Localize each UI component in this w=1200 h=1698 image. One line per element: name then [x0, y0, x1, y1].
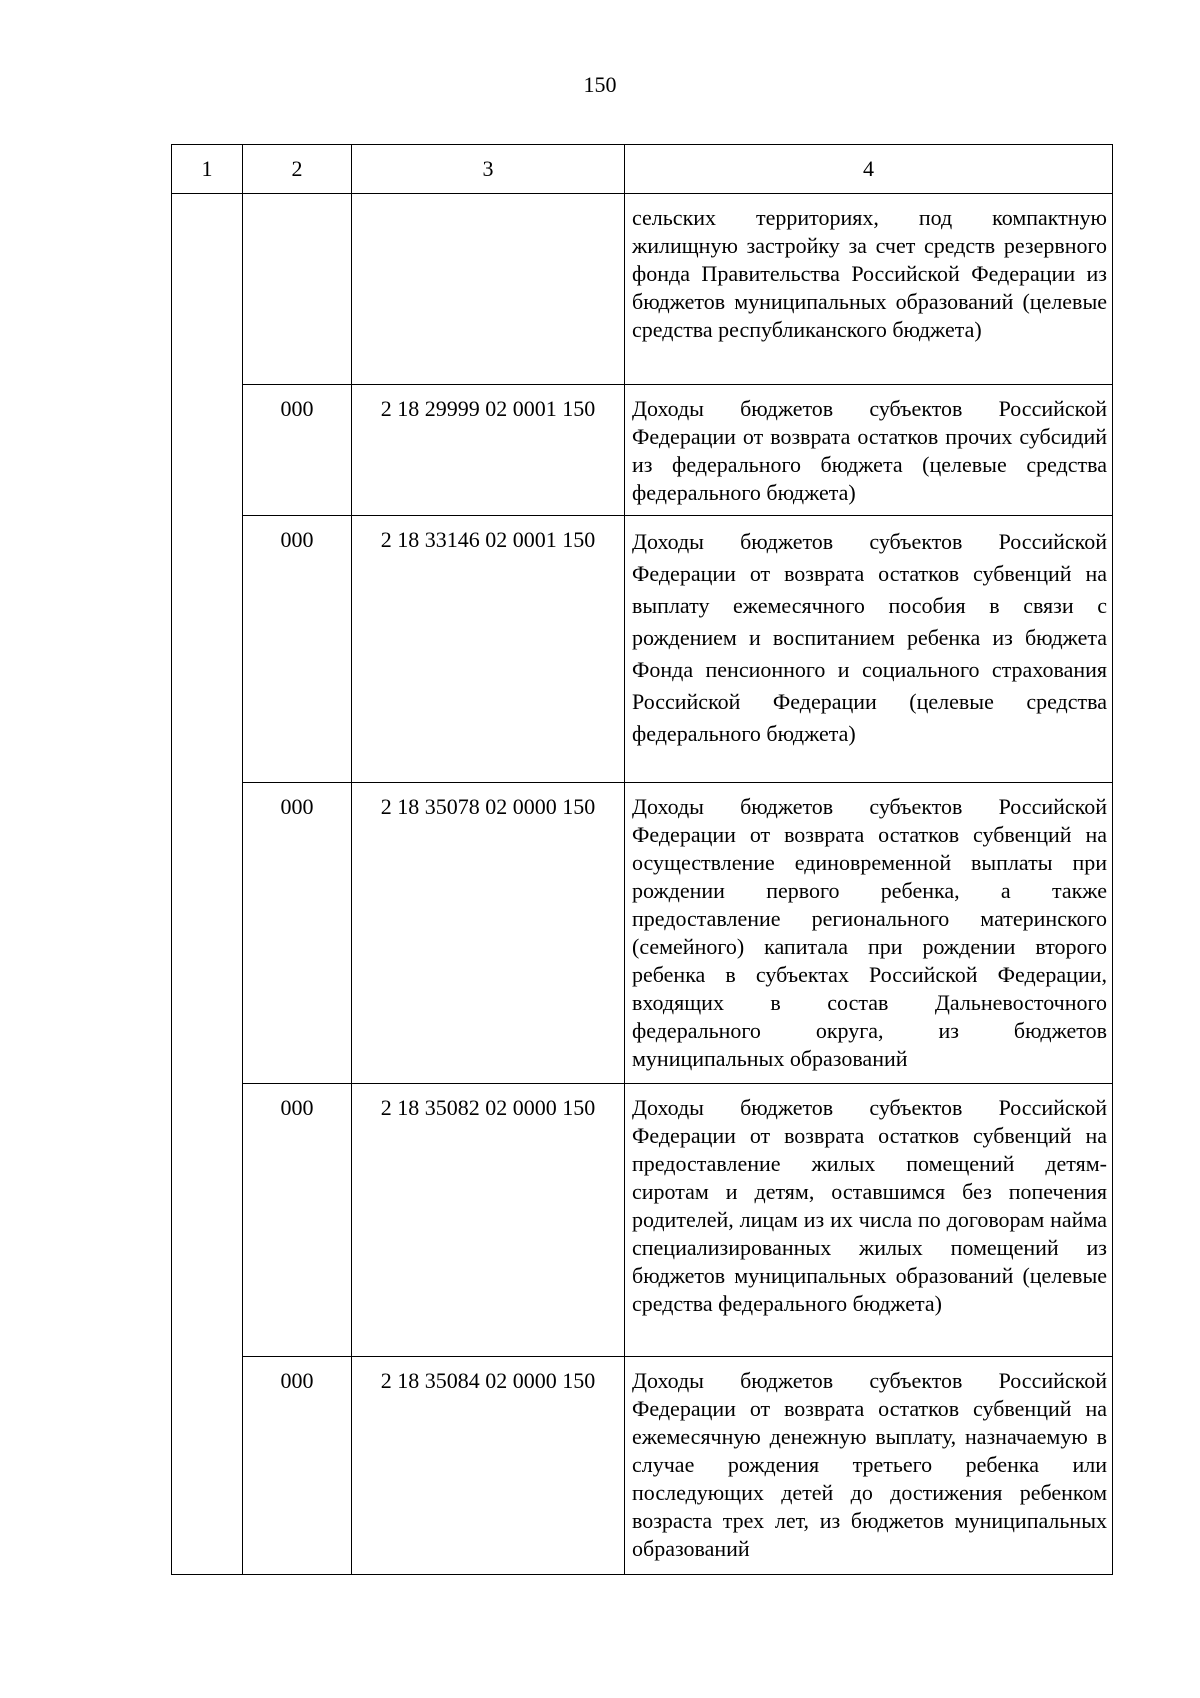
budget-code-cell — [352, 1084, 625, 1357]
budget-classification-code: 2 18 35078 02 0000 150 — [380, 794, 596, 819]
admin-code: 000 — [280, 527, 314, 552]
admin-code-cell — [243, 783, 352, 1084]
column-header-2: 2 — [243, 145, 352, 194]
description-cell — [625, 1357, 1113, 1575]
budget-classification-code: 2 18 35082 02 0000 150 — [380, 1095, 596, 1120]
table-row — [172, 516, 1113, 783]
budget-classification-code: 2 18 33146 02 0001 150 — [380, 527, 596, 552]
admin-code: 000 — [280, 1095, 314, 1120]
column-header-1: 1 — [172, 145, 243, 194]
admin-code-cell — [243, 385, 352, 516]
revenue-description: Доходы бюджетов субъектов Российской Федерации от возврата остатков прочих субсидий из федерального бюджета (целевые средства федерального бюджета) — [632, 396, 1107, 505]
revenue-description: Доходы бюджетов субъектов Российской Федерации от возврата остатков субвенций на выплату ежемесячного пособия в связи с рождением и воспитанием ребенка из бюджета Фонда пенсионного и социального страхования Российской Федерации (целевые средства федерального бюджета) — [632, 529, 1107, 746]
admin-code: 000 — [280, 794, 314, 819]
admin-code-cell — [243, 516, 352, 783]
column-header-3: 3 — [352, 145, 625, 194]
admin-code-cell — [243, 194, 352, 385]
table-row — [172, 783, 1113, 1084]
table-row — [172, 385, 1113, 516]
budget-classification-code: 2 18 35084 02 0000 150 — [380, 1368, 596, 1393]
description-cell — [625, 194, 1113, 385]
budget-code-cell — [352, 516, 625, 783]
description-cell — [625, 385, 1113, 516]
group-cell — [172, 194, 243, 1575]
budget-classification-code: 2 18 29999 02 0001 150 — [380, 396, 596, 421]
budget-classification-code — [352, 194, 624, 204]
budget-code-cell — [352, 1357, 625, 1575]
column-header-4: 4 — [625, 145, 1113, 194]
description-cell — [625, 516, 1113, 783]
table-row — [172, 1357, 1113, 1575]
table-row — [172, 194, 1113, 385]
table-header-row — [172, 145, 1113, 194]
admin-code: 000 — [280, 1368, 314, 1393]
admin-code-cell — [243, 1357, 352, 1575]
admin-code: 000 — [280, 396, 314, 421]
budget-code-cell — [352, 783, 625, 1084]
revenue-description: сельских территориях, под компактную жилищную застройку за счет средств резервного фонда Правительства Российской Федерации из бюджетов муниципальных образований (целевые средства республиканского бюджета) — [632, 205, 1107, 342]
description-cell — [625, 783, 1113, 1084]
budget-code-cell — [352, 194, 625, 385]
revenue-codes-table — [171, 144, 1113, 1575]
description-cell — [625, 1084, 1113, 1357]
revenue-description: Доходы бюджетов субъектов Российской Федерации от возврата остатков субвенций на ежемесячную денежную выплату, назначаемую в случае рождения третьего ребенка или последующих детей до достижения ребенком возраста трех лет, из бюджетов муниципальных образований — [632, 1368, 1107, 1561]
budget-code-cell — [352, 385, 625, 516]
admin-code-cell — [243, 1084, 352, 1357]
page-number: 150 — [583, 72, 617, 97]
revenue-description: Доходы бюджетов субъектов Российской Федерации от возврата остатков субвенций на осуществление единовременной выплаты при рождении первого ребенка, а также предоставление регионального материнского (семейного) капитала при рождении второго ребенка в субъектах Российской Федерации, входящих в состав Дальневосточного федерального округа, из бюджетов муниципальных образований — [632, 794, 1107, 1071]
revenue-description: Доходы бюджетов субъектов Российской Федерации от возврата остатков субвенций на предоставление жилых помещений детям-сиротам и детям, оставшимся без попечения родителей, лицам из их числа по договорам найма специализированных жилых помещений из бюджетов муниципальных образований (целевые средства федерального бюджета) — [632, 1095, 1107, 1316]
table-row — [172, 1084, 1113, 1357]
admin-code — [243, 194, 351, 204]
